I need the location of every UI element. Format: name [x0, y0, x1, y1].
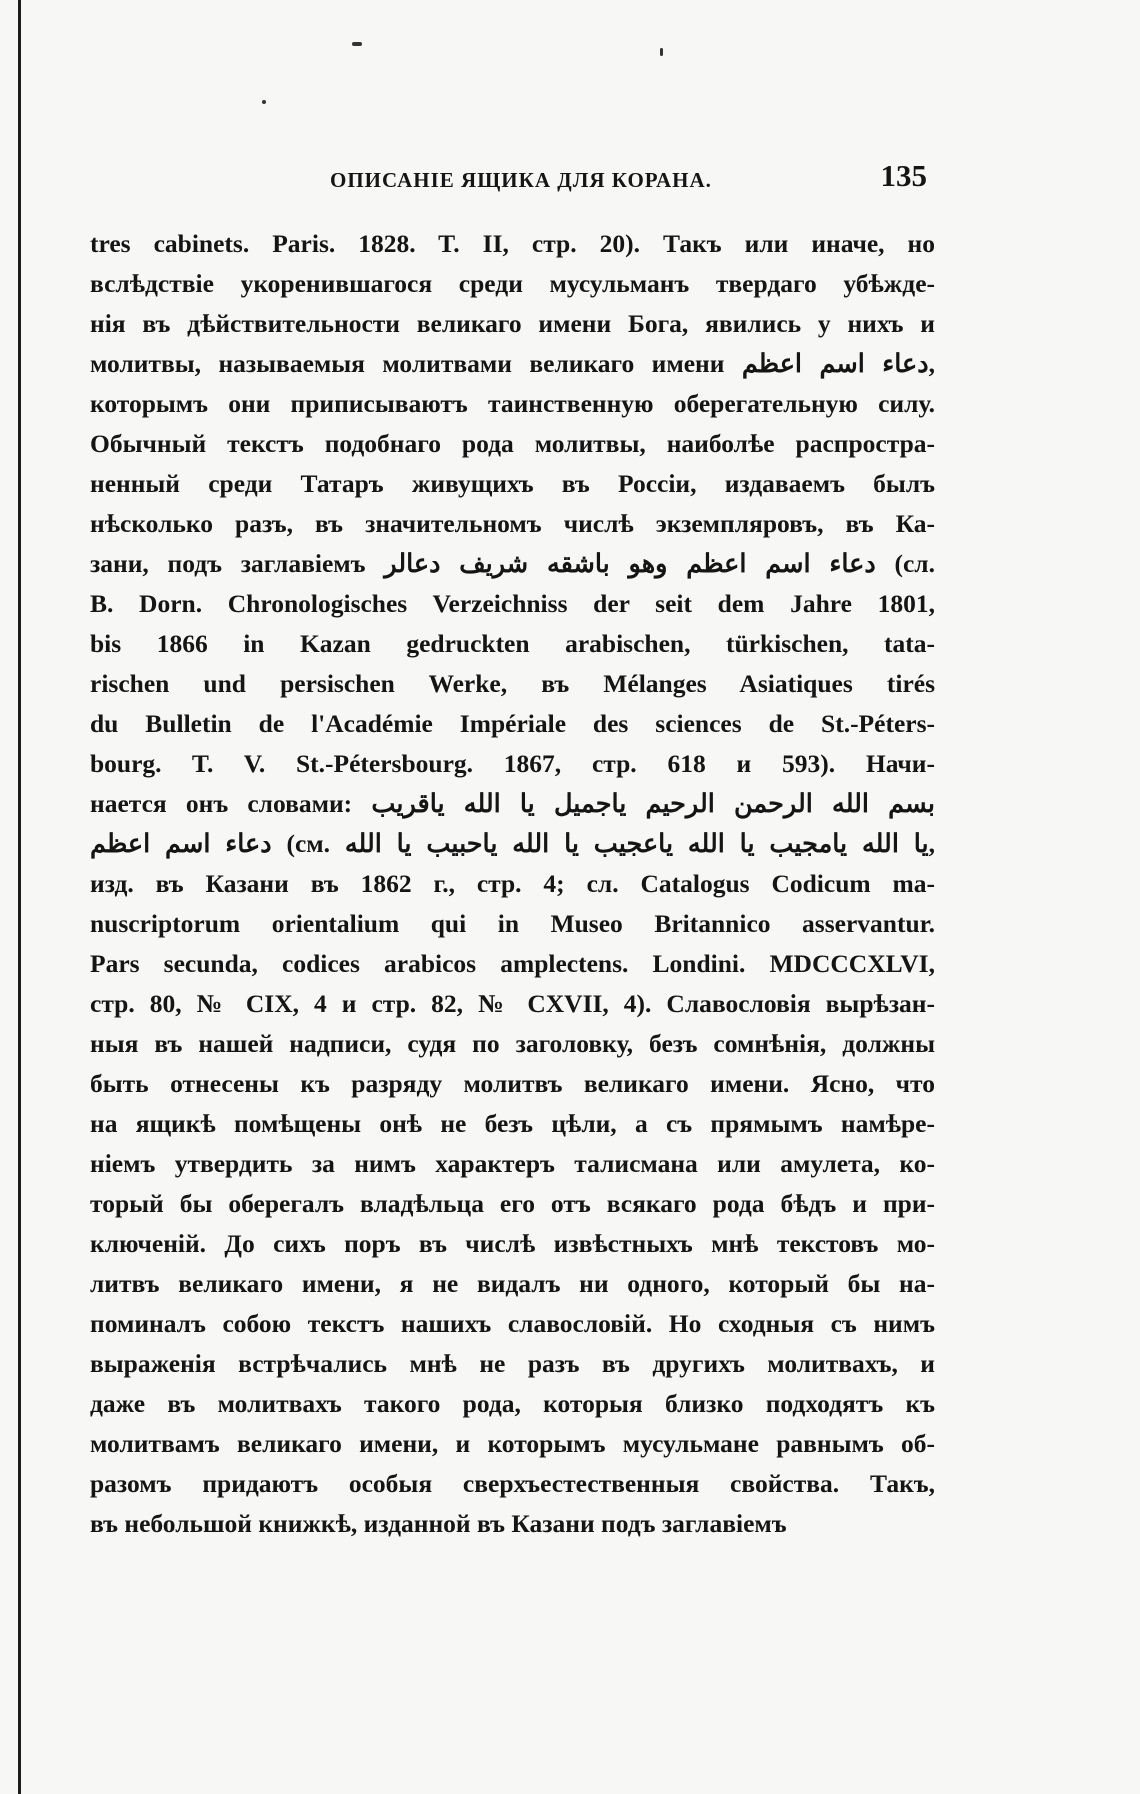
text-line: ключеній. До сихъ поръ въ числѣ извѣстныхъ мнѣ текстовъ мо- [90, 1229, 935, 1258]
text-line: bourg. T. V. St.-Pétersbourg. 1867, стр. 618 и 593). Начи- [90, 749, 935, 778]
text-line: въ небольшой книжкѣ, изданной въ Казани подъ заглавіемъ [90, 1509, 787, 1538]
text-line: выраженія встрѣчались мнѣ не разъ въ другихъ молитвахъ, и [90, 1349, 935, 1378]
text-line: bis 1866 in Kazan gedruckten arabischen, türkischen, tata- [90, 629, 935, 658]
text-line: нается онъ словами: بسم الله الرحمن الرحيم ياجميل يا الله ياقريب [90, 789, 935, 818]
text-line: нѣсколько разъ, въ значительномъ числѣ экземпляровъ, въ Ка- [90, 509, 935, 538]
page-number: 135 [880, 158, 927, 193]
text-line: Обычный текстъ подобнаго рода молитвы, наиболѣе распростра- [90, 429, 935, 458]
text-line: rischen und persischen Werke, въ Mélanges Asiatiques tirés [90, 669, 935, 698]
text-line: изд. въ Казани въ 1862 г., стр. 4; сл. Catalogus Codicum ma- [90, 869, 935, 898]
body-text [90, 224, 935, 1544]
text-line: поминалъ собою текстъ нашихъ славословій. Но сходныя съ нимъ [90, 1309, 935, 1338]
text-line: разомъ придаютъ особыя сверхъестественныя свойства. Такъ, [90, 1469, 935, 1498]
text-line: ненный среди Татаръ живущихъ въ Россіи, издаваемъ былъ [90, 469, 935, 498]
ink-speck [352, 42, 362, 46]
text-line: нія въ дѣйствительности великаго имени Бога, явились у нихъ и [90, 309, 935, 338]
text-line: ніемъ утвердить за нимъ характеръ талисмана или амулета, ко- [90, 1149, 935, 1178]
text-line: دعاء اسم اعظم (см. يا الله يامجيب يا الله ياعجيب يا الله ياحبيب يا الله, [90, 829, 935, 858]
text-line: молитвамъ великаго имени, и которымъ мусульмане равнымъ об- [90, 1429, 935, 1458]
ink-speck [262, 100, 266, 104]
text-line: даже въ молитвахъ такого рода, которыя близко подходятъ къ [90, 1389, 935, 1418]
text-line: Pars secunda, codices arabicos amplectens. Londini. MDCCCXLVI, [90, 949, 935, 978]
text-line: вслѣдствіе укоренившагося среди мусульманъ твердаго убѣжде- [90, 269, 935, 298]
text-line: которымъ они приписываютъ таинственную оберегательную силу. [90, 389, 935, 418]
text-line: nuscriptorum orientalium qui in Museo Britannico asservantur. [90, 909, 935, 938]
text-line: du Bulletin de l'Académie Impériale des sciences de St.-Péters- [90, 709, 935, 738]
text-line: на ящикѣ помѣщены онѣ не безъ цѣли, а съ прямымъ намѣре- [90, 1109, 935, 1138]
text-line: B. Dorn. Chronologisches Verzeichniss der seit dem Jahre 1801, [90, 589, 935, 618]
text-line: зани, подъ заглавіемъ دعاء اسم اعظم وهو باشقه شريف دعالر (сл. [90, 549, 935, 578]
page-edge-line [18, 0, 21, 1794]
text-line: торый бы оберегалъ владѣльца его отъ всякаго рода бѣдъ и при- [90, 1189, 935, 1218]
text-line: tres cabinets. Paris. 1828. T. II, стр. 20). Такъ или иначе, но [90, 229, 935, 258]
text-line: литвъ великаго имени, я не видалъ ни одного, который бы на- [90, 1269, 935, 1298]
text-line: молитвы, называемыя молитвами великаго имени دعاء اسم اعظم, [90, 349, 935, 378]
ink-speck [660, 48, 663, 56]
text-line: ныя въ нашей надписи, судя по заголовку, безъ сомнѣнія, должны [90, 1029, 935, 1058]
page-header [90, 158, 935, 202]
text-line: стр. 80, № CIX, 4 и стр. 82, № CXVII, 4). Славословія вырѣзан- [90, 989, 935, 1018]
text-line: быть отнесены къ разряду молитвъ великаго имени. Ясно, что [90, 1069, 935, 1098]
running-title: ОПИСАНІЕ ЯЩИКА ДЛЯ КОРАНА. [330, 168, 712, 192]
